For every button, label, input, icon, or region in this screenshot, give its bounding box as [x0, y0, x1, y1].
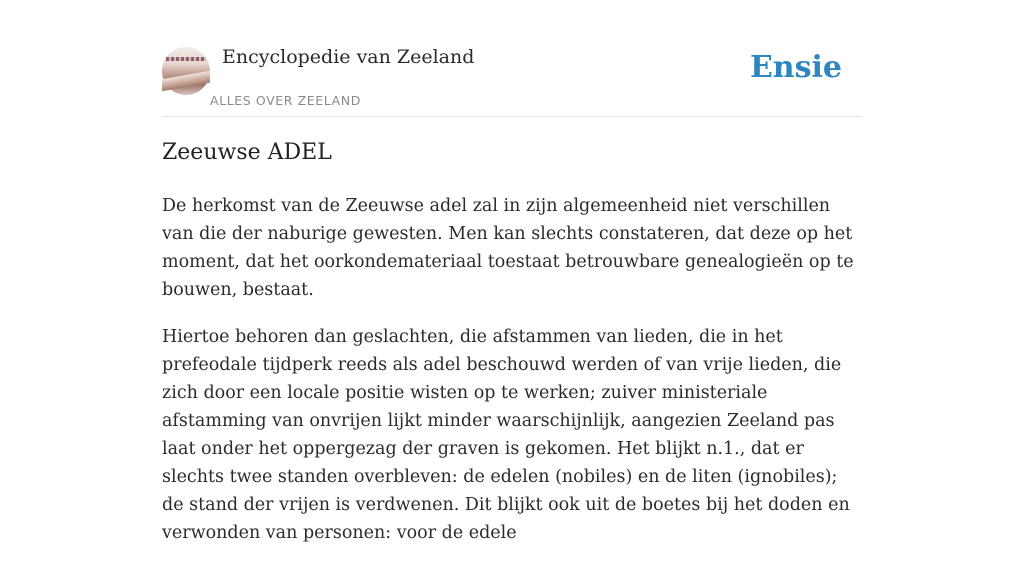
article-paragraph: De herkomst van de Zeeuwse adel zal in zijn algemeenheid niet verschillen van die der naburige gewesten. Men kan slechts constateren, dat deze op het moment, dat het oorkondemateriaal toestaat betrouwbare genealogieën op te bouwen, bestaat.	[162, 196, 854, 300]
article-title: Zeeuwse ADEL	[162, 140, 332, 165]
site-title-link[interactable]: Encyclopedie van Zeeland	[222, 46, 475, 68]
avatar-image-book	[162, 71, 210, 91]
avatar-image-detail	[166, 57, 206, 61]
site-header	[162, 44, 862, 117]
site-logo-avatar[interactable]	[162, 47, 210, 95]
article-paragraph: Hiertoe behoren dan geslachten, die afstammen van lieden, die in het prefeodale tijdperk reeds als adel beschouwd werden of van vrije lieden, die zich door een locale positie wisten op te werken; zuiver ministeriale afstamming van onvrijen lijkt minder waarschijnlijk, aangezien Zeeland pas laat onder het oppergezag der graven is gekomen. Het blijkt n.1., dat er slechts twee standen overbleven: de edelen (nobiles) en de liten (ignobiles); de stand der vrijen is verdwenen. Dit blijkt ook uit de boetes bij het doden en verwonden van personen: voor de edele	[162, 327, 850, 543]
article-body	[162, 192, 862, 566]
ensie-brand-logo[interactable]: Ensie	[749, 50, 842, 85]
site-tagline: ALLES OVER ZEELAND	[210, 93, 361, 108]
